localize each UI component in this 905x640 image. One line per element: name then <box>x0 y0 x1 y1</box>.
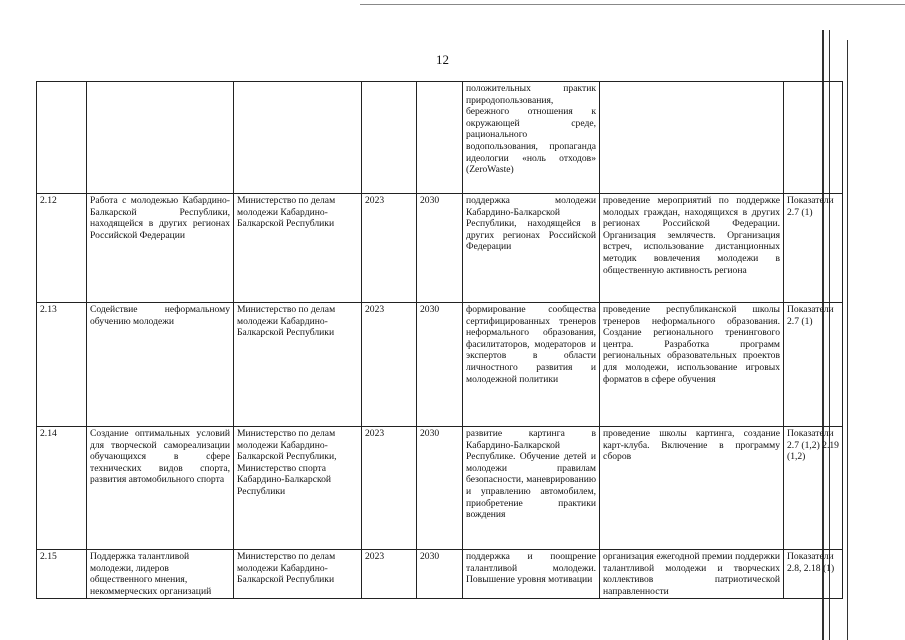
cell-name: Содействие неформальному обучению молодежи <box>87 303 234 427</box>
cell-content: формирование сообщества сертифицированных тренеров неформального образования, фасилитаторов, модераторов и экспертов в области личностного развития и молодежной политики <box>463 303 600 427</box>
cell-end: 2030 <box>417 194 463 303</box>
cell-start: 2023 <box>362 550 417 599</box>
cell-name: Работа с молодежью Кабардино-Балкарской Республики, находящейся в других регионах Российской Федерации <box>87 194 234 303</box>
cell-end: 2030 <box>417 550 463 599</box>
cell-results: проведение школы картинга, создание карт-клуба. Включение в программу сборов <box>600 427 784 550</box>
cell-results: проведение мероприятий по поддержке молодых граждан, находящихся в других регионах Российской Федерации. Организация землячеств. Организация встреч, использование дистанционных методик вовлечения молодежи в общественную активность региона <box>600 194 784 303</box>
cell-executor: Министерство по делам молодежи Кабардино-Балкарской Республики, Министерство спорта Кабардино-Балкарской Республики <box>234 427 362 550</box>
cell-executor: Министерство по делам молодежи Кабардино-Балкарской Республики <box>234 550 362 599</box>
cell-end: 2030 <box>417 303 463 427</box>
table-row <box>37 427 843 550</box>
cell-name: Поддержка талантливой молодежи, лидеров общественного мнения, некоммерческих организаций <box>87 550 234 599</box>
cell-start <box>362 82 417 194</box>
cell-start: 2023 <box>362 427 417 550</box>
cell-end <box>417 82 463 194</box>
cell-end: 2030 <box>417 427 463 550</box>
cell-num: 2.13 <box>37 303 87 427</box>
cell-content: поддержка и поощрение талантливой молодежи. Повышение уровня мотивации <box>463 550 600 599</box>
cell-start: 2023 <box>362 194 417 303</box>
cell-num: 2.12 <box>37 194 87 303</box>
cell-content: развитие картинга в Кабардино-Балкарской Республике. Обучение детей и молодежи правилам безопасности, маневрированию и управлению автомобилем, приобретение практики вождения <box>463 427 600 550</box>
table-row <box>37 82 843 194</box>
cell-executor: Министерство по делам молодежи Кабардино-Балкарской Республики <box>234 303 362 427</box>
cell-start: 2023 <box>362 303 417 427</box>
cell-num <box>37 82 87 194</box>
cell-indicators: Показатели 2.7 (1,2) 2.19 (1,2) <box>784 427 843 550</box>
cell-content: положительных практик природопользования, бережного отношения к окружающей среде, рационального водопользования, пропаганда идеологии «ноль отходов» (ZeroWaste) <box>463 82 600 194</box>
cell-name: Создание оптимальных условий для творческой самореализации обучающихся в сфере технических видов спорта, развития автомобильного спорта <box>87 427 234 550</box>
cell-results <box>600 82 784 194</box>
cell-executor <box>234 82 362 194</box>
cell-num: 2.15 <box>37 550 87 599</box>
table-row <box>37 194 843 303</box>
page-number: 12 <box>436 52 449 67</box>
cell-indicators: Показатели 2.8, 2.18 (1) <box>784 550 843 599</box>
scan-artifact-top <box>360 4 905 5</box>
cell-indicators <box>784 82 843 194</box>
cell-indicators: Показатели 2.7 (1) <box>784 303 843 427</box>
measures-table <box>36 81 843 599</box>
scan-artifact-right-3 <box>847 40 848 640</box>
table-row <box>37 550 843 599</box>
cell-num: 2.14 <box>37 427 87 550</box>
cell-results: организация ежегодной премии поддержки талантливой молодежи и творческих коллективов патриотической направленности <box>600 550 784 599</box>
cell-content: поддержка молодежи Кабардино-Балкарской Республики, находящейся в других регионах Российской Федерации <box>463 194 600 303</box>
cell-indicators: Показатели 2.7 (1) <box>784 194 843 303</box>
cell-results: проведение республиканской школы тренеров неформального образования. Создание регионального тренингового центра. Разработка программ региональных образовательных проектов для молодежи, использование игровых форматов в сфере обучения <box>600 303 784 427</box>
cell-name <box>87 82 234 194</box>
cell-executor: Министерство по делам молодежи Кабардино-Балкарской Республики <box>234 194 362 303</box>
table-row <box>37 303 843 427</box>
